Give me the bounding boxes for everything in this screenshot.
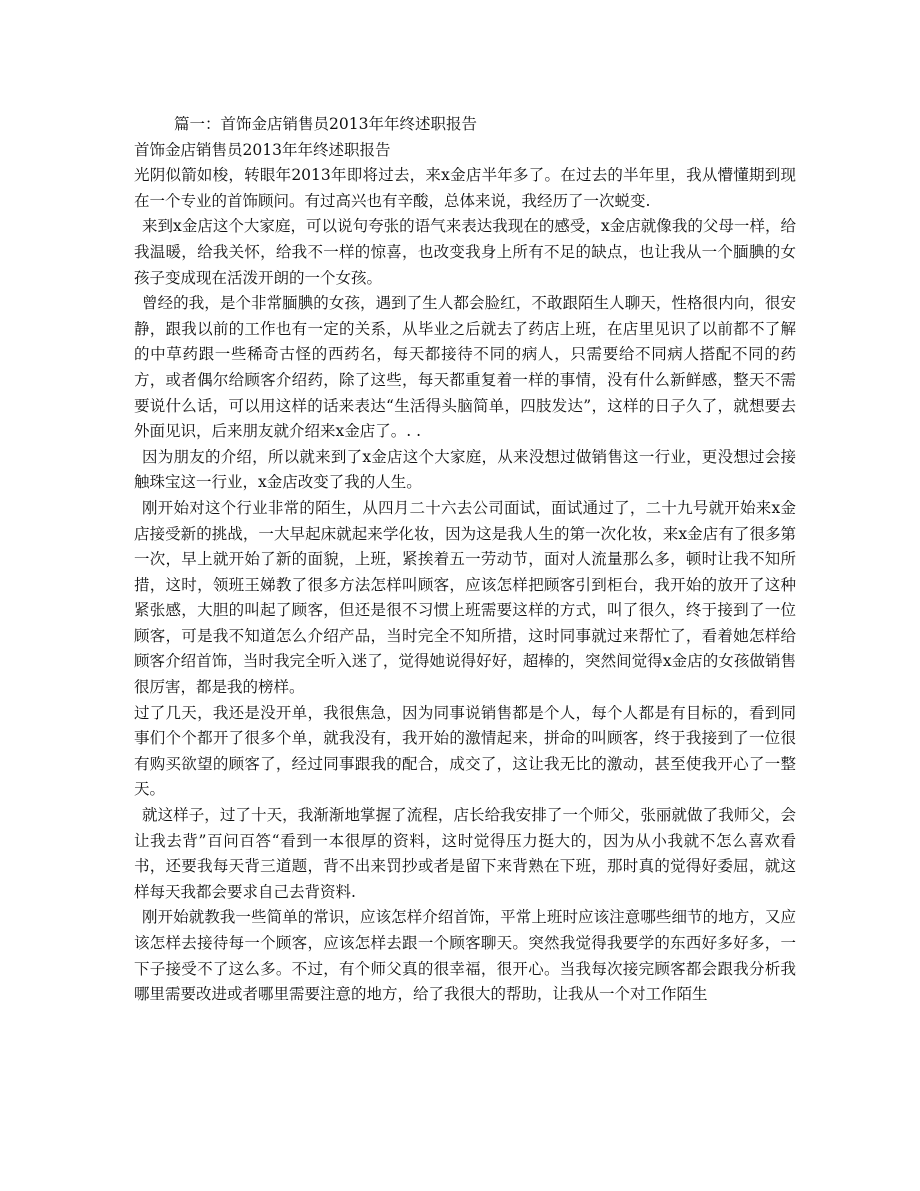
paragraph-3: 曾经的我，是个非常腼腆的女孩，遇到了生人都会脸红，不敢跟陌生人聊天，性格很内向，很安静，跟我以前的工作也有一定的关系，从毕业之后就去了药店上班，在店里见识了以前都不了解的中草药跟一些稀奇古怪的西药名，每天都接待不同的病人，只需要给不同病人搭配不同的药方，或者偶尔给顾客介绍药，除了这些，每天都重复着一样的事情，没有什么新鲜感，整天不需要说什么话，可以用这样的话来表达“生活得头脑简单，四肢发达”，这样的日子久了，就想要去外面见识，后来朋友就介绍来x金店了。. . — [134, 294, 796, 441]
paragraph-8: 刚开始就教我一些简单的常识，应该怎样介绍首饰，平常上班时应该注意哪些细节的地方，又应该怎样去接待每一个顾客，应该怎样去跟一个顾客聊天。突然我觉得我要学的东西好多好多，一下子接受不了这么多。不过，有个师父真的很幸福，很开心。当我每次接完顾客都会跟我分析我哪里需要改进或者哪里需要注意的地方，给了我很大的帮助，让我从一个对工作陌生 — [134, 908, 796, 1004]
paragraph-6: 过了几天，我还是没开单，我很焦急，因为同事说销售都是个人，每个人都是有目标的，看到同事们个个都开了很多个单，就我没有，我开始的激情起来，拼命的叫顾客，终于我接到了一位很有购买欲望的顾客了，经过同事跟我的配合，成交了，这让我无比的激动，甚至使我开心了一整天。 — [134, 703, 796, 799]
paragraph-1: 光阴似箭如梭，转眼年2013年即将过去，来x金店半年多了。在过去的半年里，我从懵懂期到现在一个专业的首饰顾问。有过高兴也有辛酸，总体来说，我经历了一次蜕变. — [134, 166, 796, 210]
paragraph-4: 因为朋友的介绍，所以就来到了x金店这个大家庭，从来没想过做销售这一行业，更没想过会接触珠宝这一行业，x金店改变了我的人生。 — [134, 447, 796, 492]
paragraph-7: 就这样子，过了十天，我渐渐地掌握了流程，店长给我安排了一个师父，张丽就做了我师父，会让我去背”百问百答“看到一本很厚的资料，这时觉得压力挺大的，因为从小我就不怎么喜欢看书，还要我每天背三道题，背不出来罚抄或者是留下来背熟在下班，那时真的觉得好委屈，就这样每天我都会要求自己去背资料. — [134, 806, 796, 901]
document-heading: 篇一：首饰金店销售员2013年年终述职报告 — [174, 115, 477, 133]
paragraph-5: 刚开始对这个行业非常的陌生，从四月二十六去公司面试，面试通过了，二十九号就开始来x金店接受新的挑战，一大早起床就起来学化妆，因为这是我人生的第一次化妆，来x金店有了很多第一次，早上就开始了新的面貌，上班，紧挨着五一劳动节，面对人流量那么多，顿时让我不知所措，这时，领班王娣教了很多方法怎样叫顾客，应该怎样把顾客引到柜台，我开始的放开了这种紧张感，大胆的叫起了顾客，但还是很不习惯上班需要这样的方式，叫了很久，终于接到了一位顾客，可是我不知道怎么介绍产品，当时完全不知所措，这时同事就过来帮忙了，看着她怎样给顾客介绍首饰，当时我完全听入迷了，觉得她说得好好，超棒的，突然间觉得x金店的女孩做销售很厉害，都是我的榜样。 — [134, 498, 796, 697]
document-body — [134, 112, 796, 1008]
paragraph-2: 来到x金店这个大家庭，可以说句夸张的语气来表达我现在的感受，x金店就像我的父母一样，给我温暖，给我关怀，给我不一样的惊喜，也改变我身上所有不足的缺点，也让我从一个腼腆的女孩子变成现在活泼开朗的一个女孩。 — [134, 217, 796, 287]
document-subheading: 首饰金店销售员2013年年终述职报告 — [134, 140, 391, 159]
